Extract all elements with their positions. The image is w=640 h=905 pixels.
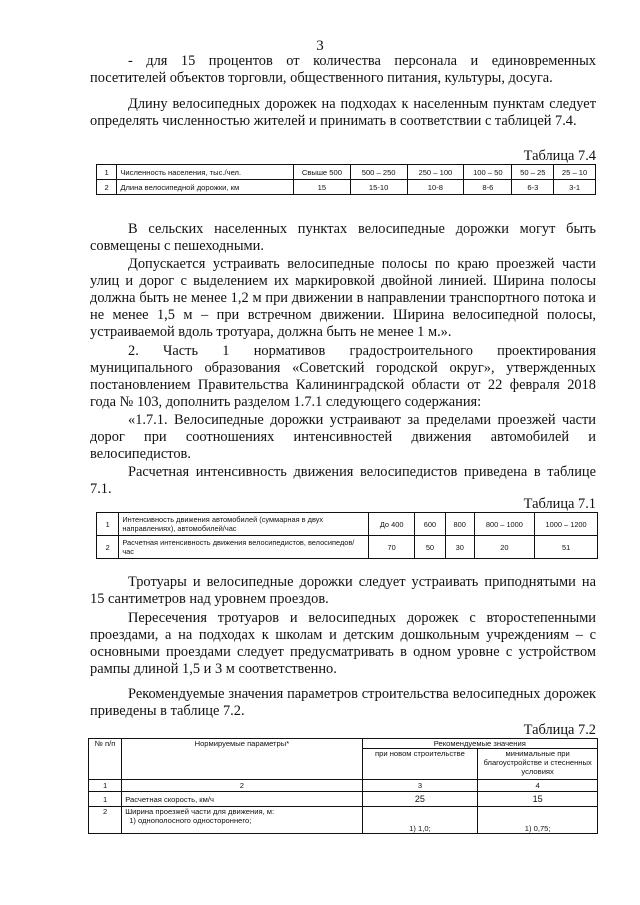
table-cell: 15 (294, 180, 351, 195)
table-cell: 15 (478, 792, 598, 807)
table-cell: 20 (474, 536, 535, 559)
table-cell: 1) 0,75; (478, 807, 598, 834)
table-caption: Таблица 7.1 (523, 496, 596, 512)
paragraph: Пересечения тротуаров и велосипедных дорожек с второстепенными проездами, а на подходах к школам и детским дошкольным учреждениям – с основными проездами следует предусматривать в одном уровне с устройством рампы длиной 1,5 и 3 м соответственно. (90, 610, 596, 677)
table-cell: 1000 – 1200 (535, 513, 598, 536)
table-row (89, 780, 598, 792)
table-cell: 25 – 10 (554, 165, 596, 180)
paragraph: Расчетная интенсивность движения велосипедистов приведена в таблице 7.1. (90, 464, 596, 497)
table-row (89, 792, 598, 807)
table-cell: 1 (97, 513, 119, 536)
table-header-cell: Рекомендуемые значения (362, 739, 597, 749)
table-cell: Интенсивность движения автомобилей (суммарная в двух направлениях), автомобилей/час (119, 513, 369, 536)
table-cell: 2 (122, 780, 362, 792)
table-cell: 3 (362, 780, 478, 792)
table-header-cell: № п/п (89, 739, 122, 780)
table-row (97, 536, 598, 559)
table-cell: 8-6 (464, 180, 512, 195)
table-cell: Расчетная скорость, км/ч (122, 792, 362, 807)
table-7-1 (96, 512, 598, 559)
table-cell: Расчетная интенсивность движения велосипедистов, велосипедов/час (119, 536, 369, 559)
table-cell: 4 (478, 780, 598, 792)
table-row (97, 180, 596, 195)
page-number: 3 (316, 38, 324, 54)
param-line: 1) однополосного одностороннего; (129, 816, 252, 825)
table-cell: 50 (415, 536, 446, 559)
table-7-4 (96, 164, 596, 195)
table-cell: Свыше 500 (294, 165, 351, 180)
table-caption: Таблица 7.2 (523, 722, 596, 738)
table-header-row (89, 739, 598, 749)
table-cell: 2 (89, 807, 122, 834)
paragraph: - для 15 процентов от количества персонала и единовременных посетителей объектов торговли, общественного питания, культуры, досуга. (90, 53, 596, 86)
paragraph: 2. Часть 1 нормативов градостроительного проектирования муниципального образования «Советский городской округ», утвержденных постановлением Правительства Калининградской области от 22 февраля 2018 года № 103, дополнить разделом 1.7.1 следующего содержания: (90, 343, 596, 410)
paragraph: Рекомендуемые значения параметров строительства велосипедных дорожек приведены в таблице 7.2. (90, 686, 596, 719)
table-cell: Численность населения, тыс./чел. (117, 165, 294, 180)
table-caption: Таблица 7.4 (523, 148, 596, 164)
table-cell: До 400 (369, 513, 415, 536)
table-cell: 1 (97, 165, 117, 180)
table-cell: 800 – 1000 (474, 513, 535, 536)
paragraph: В сельских населенных пунктах велосипедные дорожки могут быть совмещены с пешеходными. (90, 221, 596, 254)
table-cell: 100 – 50 (464, 165, 512, 180)
table-cell: 1) 1,0; (362, 807, 478, 834)
table-cell: 1 (89, 780, 122, 792)
table-cell: 70 (369, 536, 415, 559)
table-cell: 1 (89, 792, 122, 807)
table-cell: 600 (415, 513, 446, 536)
table-cell: 10-8 (407, 180, 464, 195)
table-cell: 250 – 100 (407, 165, 464, 180)
table-row (97, 513, 598, 536)
table-cell: 6-3 (512, 180, 554, 195)
table-cell: 3-1 (554, 180, 596, 195)
table-cell: 30 (445, 536, 474, 559)
table-header-cell: при новом строительстве (362, 749, 478, 780)
table-cell (122, 807, 362, 834)
table-row (89, 807, 598, 834)
param-line: Ширина проезжей части для движения, м: (125, 807, 275, 816)
table-header-cell: минимальные при благоустройстве и стесненных условиях (478, 749, 598, 780)
table-header-cell: Нормируемые параметры* (122, 739, 362, 780)
table-row (97, 165, 596, 180)
table-cell: 800 (445, 513, 474, 536)
paragraph: Длину велосипедных дорожек на подходах к населенным пунктам следует определять численностью жителей и принимать в соответствии с таблицей 7.4. (90, 96, 596, 129)
table-7-2 (88, 738, 598, 834)
table-cell: Длина велосипедной дорожки, км (117, 180, 294, 195)
paragraph: Тротуары и велосипедные дорожки следует устраивать приподнятыми на 15 сантиметров над уровнем проездов. (90, 574, 596, 607)
table-cell: 25 (362, 792, 478, 807)
table-cell: 15-10 (350, 180, 407, 195)
table-cell: 50 – 25 (512, 165, 554, 180)
table-cell: 2 (97, 536, 119, 559)
table-cell: 51 (535, 536, 598, 559)
table-cell: 2 (97, 180, 117, 195)
paragraph: «1.7.1. Велосипедные дорожки устраивают за пределами проезжей части дорог при соотношениях интенсивностей движения автомобилей и велосипедистов. (90, 412, 596, 462)
table-cell: 500 – 250 (350, 165, 407, 180)
paragraph: Допускается устраивать велосипедные полосы по краю проезжей части улиц и дорог с выделением их маркировкой двойной линией. Ширина полосы должна быть не менее 1,2 м при движении в направлении транспортного потока и не менее 1,5 м – при встречном движении. Ширина велосипедной полосы, устраиваемой вдоль тротуара, должна быть не менее 1 м.». (90, 256, 596, 340)
